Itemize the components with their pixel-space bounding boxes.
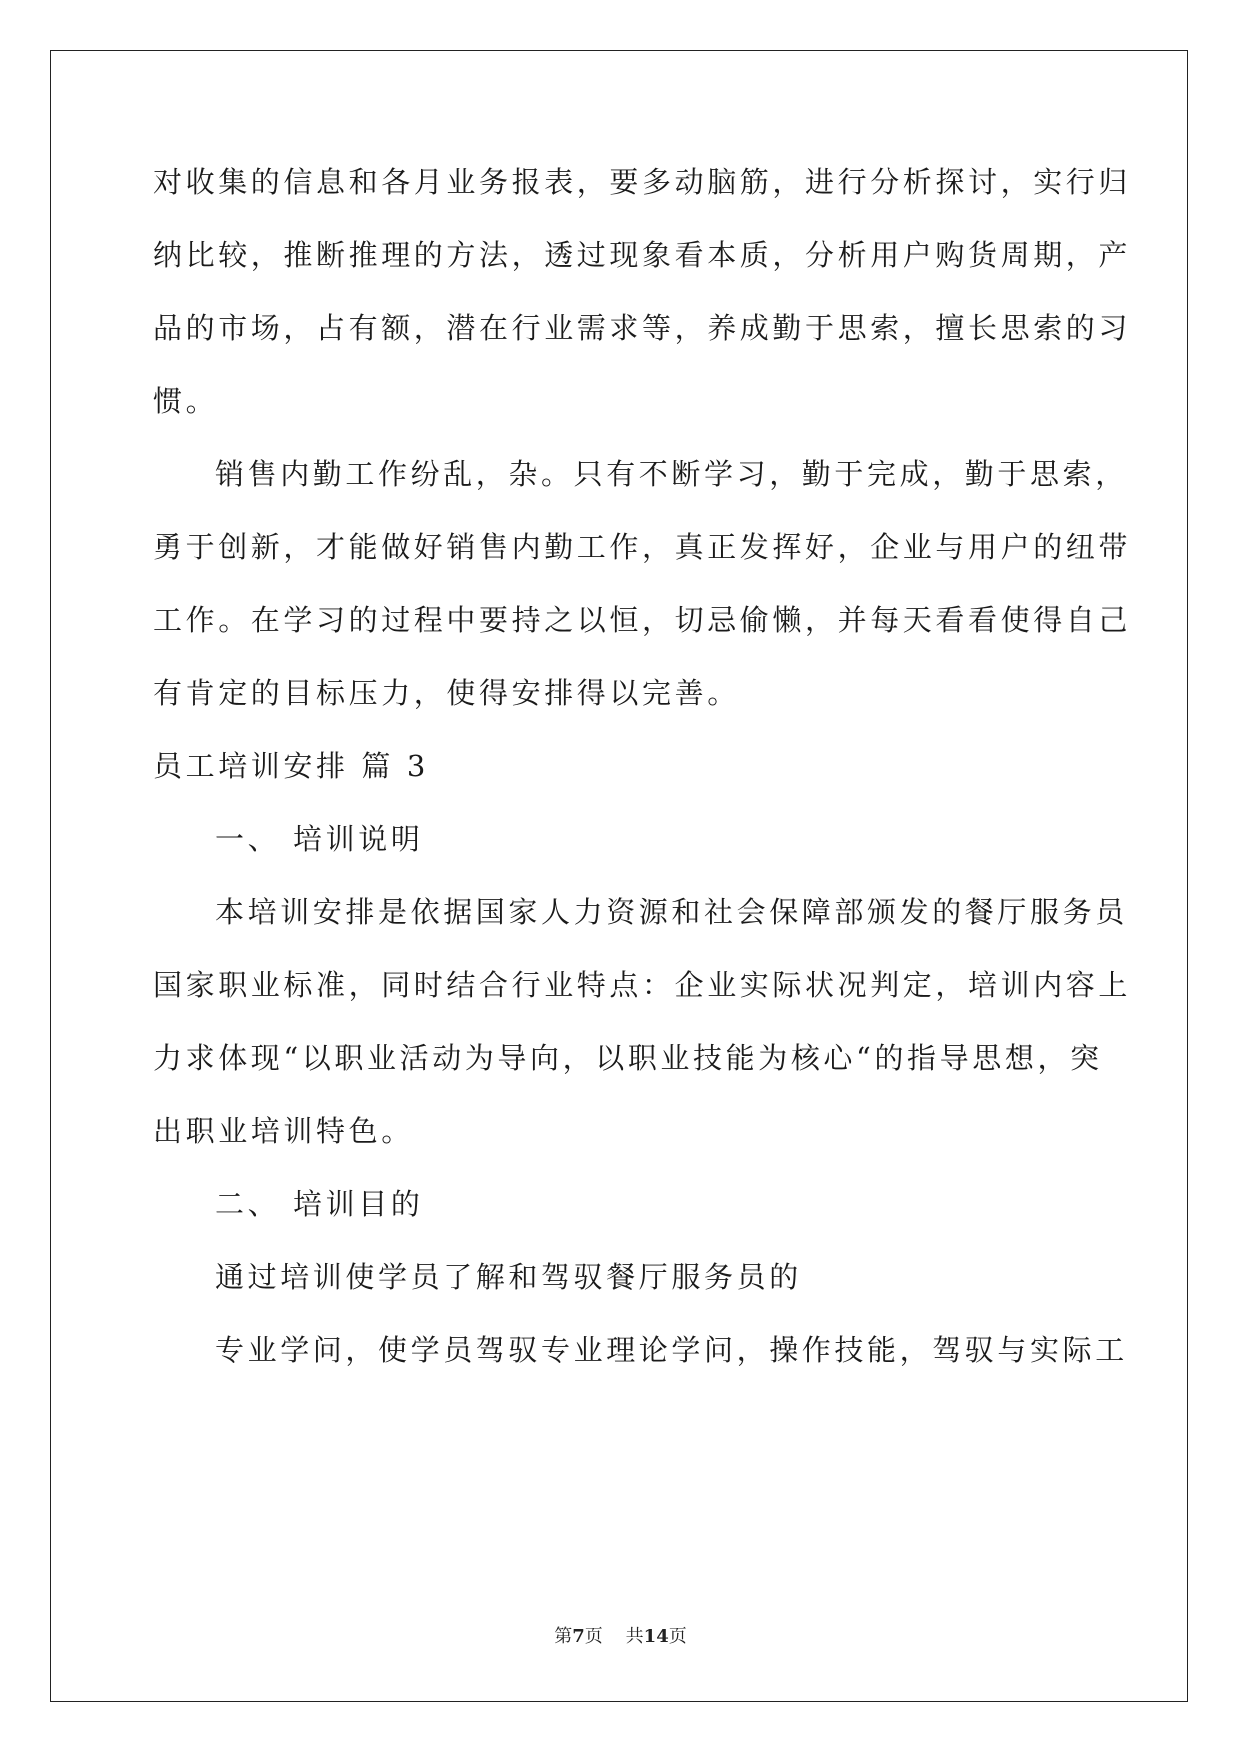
body-line-1: 对收集的信息和各月业务报表，要多动脑筋，进行分析探讨，实行归 [153,165,1132,199]
subheading-1: 一、 培训说明 [215,822,424,856]
total-page-count: 14 [643,1626,669,1647]
paragraph-3-line-4: 出职业培训特色。 [153,1114,414,1148]
body-line-2: 纳比较，推断推理的方法，透过现象看本质，分析用户购货周期，产 [153,238,1132,272]
footer-total-unit: 页 [668,1626,687,1647]
paragraph-3-line-1: 本培训安排是依据国家人力资源和社会保障部颁发的餐厅服务员 [215,895,1128,929]
paragraph-2-line-3: 工作。在学习的过程中要持之以恒，切忌偷懒，并每天看看使得自己 [153,603,1132,637]
paragraph-5-line-1: 专业学问，使学员驾驭专业理论学问，操作技能，驾驭与实际工 [215,1333,1128,1367]
body-line-3: 品的市场，占有额，潜在行业需求等，养成勤于思索，擅长思索的习 [153,311,1132,345]
current-page-number: 7 [572,1626,585,1647]
page-border [50,50,1188,1702]
footer-prefix: 第 [554,1626,573,1647]
footer-total-prefix: 共 [625,1626,644,1647]
subheading-2: 二、 培训目的 [215,1187,424,1221]
paragraph-3-line-3: 力求体现“以职业活动为导向，以职业技能为核心“的指导思想，突 [153,1041,1103,1075]
paragraph-3-line-2: 国家职业标准，同时结合行业特点：企业实际状况判定，培训内容上 [153,968,1132,1002]
paragraph-2-line-2: 勇于创新，才能做好销售内勤工作，真正发挥好，企业与用户的纽带 [153,530,1132,564]
paragraph-4-line-1: 通过培训使学员了解和驾驭餐厅服务员的 [215,1260,802,1294]
section-heading: 员工培训安排 篇 3 [153,749,429,783]
paragraph-2-line-4: 有肯定的目标压力，使得安排得以完善。 [153,676,740,710]
page-footer [0,1626,1241,1648]
paragraph-2-line-1: 销售内勤工作纷乱，杂。只有不断学习，勤于完成，勤于思索， [215,457,1128,491]
footer-page-unit: 页 [584,1626,603,1647]
body-line-4: 惯。 [153,384,219,418]
